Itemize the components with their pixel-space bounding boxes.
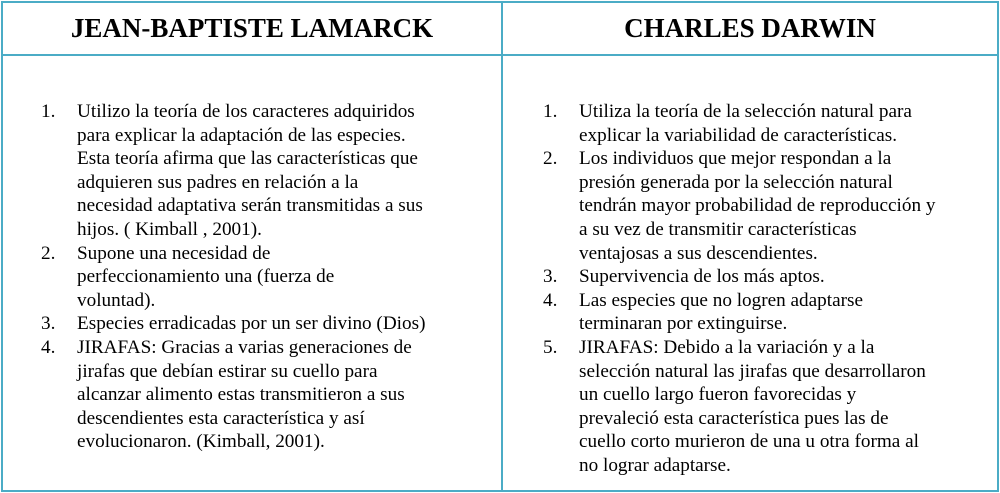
item-number: 3. bbox=[41, 313, 56, 335]
item-number: 5. bbox=[543, 336, 558, 358]
list-item bbox=[543, 265, 993, 289]
item-number: 4. bbox=[543, 289, 558, 311]
item-number: 2. bbox=[543, 148, 558, 170]
lamarck-column bbox=[3, 3, 503, 490]
list-item bbox=[543, 147, 993, 265]
list-item bbox=[543, 289, 993, 336]
item-text: Utiliza la teoría de la selección natural para explicar la variabilidad de características. bbox=[579, 101, 912, 146]
item-number: 1. bbox=[41, 101, 56, 122]
list-item bbox=[41, 242, 486, 313]
list-item bbox=[543, 336, 993, 478]
item-number: 1. bbox=[543, 101, 558, 122]
list-item bbox=[543, 100, 993, 147]
item-text: Especies erradicadas por un ser divino (Dios) bbox=[77, 313, 426, 335]
comparison-table bbox=[1, 1, 999, 492]
darwin-header: CHARLES DARWIN bbox=[503, 3, 997, 56]
darwin-column bbox=[503, 3, 997, 490]
darwin-list bbox=[543, 100, 993, 478]
list-item bbox=[41, 336, 486, 454]
item-text: Supone una necesidad de perfeccionamiento una (fuerza de voluntad). bbox=[77, 242, 335, 311]
item-text: Las especies que no logren adaptarse terminaran por extinguirse. bbox=[579, 289, 863, 335]
item-text: Utilizo la teoría de los caracteres adquiridos para explicar la adaptación de las especies. Esta teoría afirma que las características que adquieren sus padres en relación a la necesidad adaptativa serán transmitidas a sus hijos. ( Kimball , 2001). bbox=[77, 101, 423, 240]
lamarck-header: JEAN-BAPTISTE LAMARCK bbox=[3, 3, 501, 56]
list-item bbox=[41, 312, 486, 336]
lamarck-list bbox=[41, 100, 486, 454]
item-number: 2. bbox=[41, 242, 56, 264]
item-text: JIRAFAS: Gracias a varias generaciones de jirafas que debían estirar su cuello para alcanzar alimento estas transmitieron a sus descendientes esta característica y así evolucionaron. (Kimball, 2001). bbox=[77, 336, 412, 453]
item-text: Los individuos que mejor respondan a la presión generada por la selección natural tendrán mayor probabilidad de reproducción y a su vez de transmitir características ventajosas a sus descendientes. bbox=[579, 148, 936, 264]
item-number: 3. bbox=[543, 266, 558, 288]
list-item bbox=[41, 100, 486, 242]
item-text: JIRAFAS: Debido a la variación y a la selección natural las jirafas que desarrollaron un cuello largo fueron favorecidas y prevaleció esta característica pues las de cuello corto murieron de una u otra forma al no lograr adaptarse. bbox=[579, 336, 926, 476]
item-text: Supervivencia de los más aptos. bbox=[579, 266, 825, 288]
item-number: 4. bbox=[41, 336, 56, 358]
